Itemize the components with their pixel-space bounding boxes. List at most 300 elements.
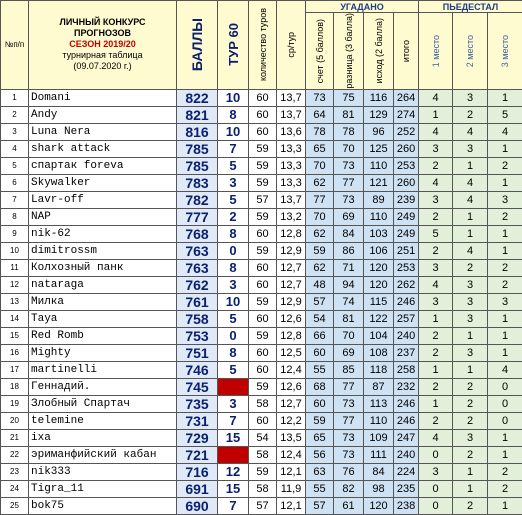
table-row [1, 242, 522, 259]
score-cell: 59 [306, 412, 334, 429]
score-cell: 77 [306, 191, 334, 208]
player-name: Mighty [29, 344, 177, 361]
place2-cell: 3 [453, 429, 488, 446]
tours-count-cell: 59 [249, 140, 277, 157]
place3-cell: 2 [488, 276, 522, 293]
row-number: 5 [1, 157, 29, 174]
diff-cell: 84 [334, 225, 364, 242]
points-cell: 690 [177, 497, 218, 514]
player-name: спартак foreva [29, 157, 177, 174]
row-number: 15 [1, 327, 29, 344]
tour-cell: 5 [218, 310, 249, 327]
total-cell: 246 [394, 412, 419, 429]
diff-cell: 74 [334, 293, 364, 310]
total-cell: 240 [394, 446, 419, 463]
place1-cell: 3 [419, 140, 453, 157]
tours-count-cell: 59 [249, 208, 277, 225]
place3-cell: 2 [488, 480, 522, 497]
tours-count-cell: 54 [249, 429, 277, 446]
points-cell: 735 [177, 395, 218, 412]
score-cell: 63 [306, 463, 334, 480]
tour-cell: 5 [218, 157, 249, 174]
place3-cell: 1 [488, 140, 522, 157]
table-row [1, 293, 522, 310]
row-number: 25 [1, 497, 29, 514]
place3-cell: 4 [488, 361, 522, 378]
diff-cell: 71 [334, 259, 364, 276]
points-header [177, 1, 218, 90]
place2-label: 2 место [465, 35, 475, 67]
outcome-cell: 129 [364, 106, 394, 123]
diff-cell: 82 [334, 480, 364, 497]
diff-cell: 73 [334, 191, 364, 208]
total-cell: 253 [394, 157, 419, 174]
avg-cell: 12,9 [277, 293, 306, 310]
total-cell: 249 [394, 225, 419, 242]
place2-cell: 3 [453, 276, 488, 293]
score-cell: 59 [306, 242, 334, 259]
place3-cell: 0 [488, 412, 522, 429]
avg-label: ср/тур [286, 32, 296, 58]
score-cell: 57 [306, 497, 334, 514]
tours-count-cell: 58 [249, 480, 277, 497]
tour-cell: 3 [218, 174, 249, 191]
tour-cell: 10 [218, 89, 249, 106]
tour-cell: 7 [218, 412, 249, 429]
row-number: 20 [1, 412, 29, 429]
points-cell: 822 [177, 89, 218, 106]
place2-cell: 3 [453, 344, 488, 361]
place2-cell: 2 [453, 412, 488, 429]
avg-cell: 12,6 [277, 378, 306, 395]
place2-cell: 4 [453, 174, 488, 191]
player-name: martinelli [29, 361, 177, 378]
tours-count-cell: 59 [249, 174, 277, 191]
points-cell: 777 [177, 208, 218, 225]
avg-cell: 13,3 [277, 157, 306, 174]
diff-cell: 94 [334, 276, 364, 293]
tour-cell: 15 [218, 429, 249, 446]
row-number: 7 [1, 191, 29, 208]
outcome-cell: 121 [364, 174, 394, 191]
avg-header [277, 1, 306, 90]
avg-cell: 12,1 [277, 463, 306, 480]
total-cell: 274 [394, 106, 419, 123]
place3-cell: 1 [488, 429, 522, 446]
points-cell: 751 [177, 344, 218, 361]
tour-header-label: ТУР 60 [226, 23, 241, 66]
player-name: ixa [29, 429, 177, 446]
outcome-cell: 111 [364, 446, 394, 463]
player-name: telemine [29, 412, 177, 429]
outcome-cell: 103 [364, 225, 394, 242]
table-row [1, 395, 522, 412]
total-cell: 252 [394, 123, 419, 140]
table-row [1, 378, 522, 395]
row-number: 3 [1, 123, 29, 140]
place3-cell: 3 [488, 293, 522, 310]
place1-cell: 2 [419, 157, 453, 174]
tours-count-cell: 60 [249, 89, 277, 106]
place3-cell: 0 [488, 378, 522, 395]
points-cell: 761 [177, 293, 218, 310]
score-cell: 78 [306, 123, 334, 140]
outcome-cell: 115 [364, 293, 394, 310]
outcome-cell: 110 [364, 157, 394, 174]
place2-cell: 4 [453, 123, 488, 140]
place3-cell: 1 [488, 310, 522, 327]
season-label: СЕЗОН 2019/20 [29, 39, 176, 50]
row-number: 18 [1, 378, 29, 395]
points-cell: 785 [177, 157, 218, 174]
table-row [1, 140, 522, 157]
row-number: 6 [1, 174, 29, 191]
outcome-cell: 108 [364, 344, 394, 361]
table-row [1, 208, 522, 225]
tour-cell: 0 [218, 327, 249, 344]
place3-cell: 1 [488, 497, 522, 514]
place1-cell: 2 [419, 327, 453, 344]
place2-cell: 3 [453, 293, 488, 310]
points-cell: 721 [177, 446, 218, 463]
tour-cell: 3 [218, 276, 249, 293]
player-name: Skywalker [29, 174, 177, 191]
place1-cell: 5 [419, 225, 453, 242]
tour-cell: 15 [218, 480, 249, 497]
table-row [1, 412, 522, 429]
avg-cell: 13,2 [277, 208, 306, 225]
diff-cell: 76 [334, 463, 364, 480]
outcome-label: исход (2 балла) [374, 18, 384, 83]
player-name: Tigra_11 [29, 480, 177, 497]
table-row [1, 344, 522, 361]
points-cell: 731 [177, 412, 218, 429]
place3-cell: 1 [488, 225, 522, 242]
player-name: Геннадий. [29, 378, 177, 395]
score-cell: 62 [306, 225, 334, 242]
place2-cell: 3 [453, 310, 488, 327]
diff-label: разница (3 балла) [344, 13, 354, 89]
total-cell: 260 [394, 140, 419, 157]
points-cell: 691 [177, 480, 218, 497]
player-name: nik333 [29, 463, 177, 480]
row-number: 8 [1, 208, 29, 225]
total-cell: 253 [394, 259, 419, 276]
tour-cell: 3 [218, 395, 249, 412]
tour-cell: 2 [218, 208, 249, 225]
tour-cell [218, 378, 249, 395]
player-name: Andy [29, 106, 177, 123]
diff-cell: 86 [334, 242, 364, 259]
avg-cell: 12,8 [277, 225, 306, 242]
place2-cell: 1 [453, 480, 488, 497]
score-cell: 60 [306, 344, 334, 361]
row-number: 16 [1, 344, 29, 361]
place1-cell: 2 [419, 412, 453, 429]
total-cell: 224 [394, 463, 419, 480]
tours-count-cell: 57 [249, 497, 277, 514]
score-cell: 68 [306, 378, 334, 395]
place3-cell: 2 [488, 259, 522, 276]
points-cell: 745 [177, 378, 218, 395]
avg-cell: 12,4 [277, 446, 306, 463]
tours-count-cell: 59 [249, 242, 277, 259]
title-line-1: ЛИЧНЫЙ КОНКУРС [29, 17, 176, 28]
total-label: итого [401, 40, 411, 62]
place3-cell: 5 [488, 106, 522, 123]
score-cell: 48 [306, 276, 334, 293]
player-name: dimitrossm [29, 242, 177, 259]
score-cell: 65 [306, 140, 334, 157]
table-row [1, 191, 522, 208]
place2-cell: 4 [453, 191, 488, 208]
points-cell: 758 [177, 310, 218, 327]
place1-cell: 2 [419, 208, 453, 225]
score-cell: 66 [306, 327, 334, 344]
tour-cell: 0 [218, 242, 249, 259]
tours-count-cell: 59 [249, 463, 277, 480]
num-header: №п/п [1, 1, 29, 90]
place2-cell: 2 [453, 446, 488, 463]
avg-cell: 13,7 [277, 191, 306, 208]
place2-cell: 2 [453, 106, 488, 123]
avg-cell: 12,7 [277, 395, 306, 412]
tours-count-label: количество туров [258, 8, 268, 81]
place1-cell: 4 [419, 429, 453, 446]
place2-cell: 1 [453, 327, 488, 344]
row-number: 17 [1, 361, 29, 378]
points-cell: 762 [177, 276, 218, 293]
score-cell: 64 [306, 106, 334, 123]
place1-cell: 4 [419, 276, 453, 293]
place1-cell: 0 [419, 497, 453, 514]
place3-cell: 2 [488, 208, 522, 225]
outcome-cell: 116 [364, 89, 394, 106]
tour-cell [218, 446, 249, 463]
outcome-cell: 110 [364, 412, 394, 429]
table-title [29, 1, 177, 90]
avg-cell: 12,5 [277, 344, 306, 361]
tour-cell: 12 [218, 463, 249, 480]
subtitle-1: турнирная таблица [29, 50, 176, 61]
total-cell: 257 [394, 310, 419, 327]
score-label: счет (5 баллов) [315, 19, 325, 83]
tours-count-cell: 58 [249, 446, 277, 463]
place3-label: 3 место [500, 35, 510, 67]
tours-count-cell: 60 [249, 344, 277, 361]
score-cell: 70 [306, 157, 334, 174]
place2-cell: 1 [453, 208, 488, 225]
tours-count-cell: 59 [249, 293, 277, 310]
avg-cell: 12,1 [277, 497, 306, 514]
tours-count-cell: 58 [249, 395, 277, 412]
diff-cell: 75 [334, 89, 364, 106]
table-row [1, 497, 522, 514]
outcome-cell: 122 [364, 310, 394, 327]
place2-cell: 1 [453, 361, 488, 378]
avg-cell: 13,3 [277, 140, 306, 157]
outcome-header [364, 13, 394, 90]
table-row [1, 106, 522, 123]
outcome-cell: 84 [364, 463, 394, 480]
points-cell: 729 [177, 429, 218, 446]
tour-cell: 10 [218, 293, 249, 310]
tours-count-cell: 60 [249, 225, 277, 242]
avg-cell: 13,7 [277, 89, 306, 106]
place2-cell: 1 [453, 463, 488, 480]
diff-cell: 77 [334, 378, 364, 395]
outcome-cell: 110 [364, 208, 394, 225]
score-cell: 56 [306, 446, 334, 463]
place1-label: 1 место [431, 35, 441, 67]
place1-cell: 1 [419, 106, 453, 123]
place2-cell: 3 [453, 89, 488, 106]
place1-header [419, 13, 453, 90]
score-cell: 65 [306, 429, 334, 446]
diff-cell: 61 [334, 497, 364, 514]
points-cell: 746 [177, 361, 218, 378]
row-number: 22 [1, 446, 29, 463]
diff-cell: 73 [334, 395, 364, 412]
place2-cell: 2 [453, 259, 488, 276]
tours-count-cell: 57 [249, 191, 277, 208]
player-name: shark attack [29, 140, 177, 157]
total-cell: 246 [394, 293, 419, 310]
table-row [1, 89, 522, 106]
place3-cell: 1 [488, 89, 522, 106]
table-row [1, 310, 522, 327]
avg-cell: 13,7 [277, 106, 306, 123]
player-name: nataraga [29, 276, 177, 293]
row-number: 13 [1, 293, 29, 310]
player-name: Lavr-off [29, 191, 177, 208]
points-cell: 816 [177, 123, 218, 140]
place2-cell: 3 [453, 140, 488, 157]
outcome-cell: 87 [364, 378, 394, 395]
total-header [394, 13, 419, 90]
diff-cell: 77 [334, 412, 364, 429]
place1-cell: 3 [419, 463, 453, 480]
tour-cell: 7 [218, 497, 249, 514]
tours-count-cell: 60 [249, 106, 277, 123]
player-name: nik-62 [29, 225, 177, 242]
diff-cell: 73 [334, 157, 364, 174]
total-cell: 235 [394, 480, 419, 497]
tour-cell: 8 [218, 259, 249, 276]
diff-cell: 69 [334, 344, 364, 361]
tour-cell: 8 [218, 106, 249, 123]
place1-cell: 2 [419, 344, 453, 361]
avg-cell: 12,8 [277, 327, 306, 344]
outcome-cell: 98 [364, 480, 394, 497]
outcome-cell: 120 [364, 497, 394, 514]
tours-count-cell: 59 [249, 157, 277, 174]
place1-cell: 0 [419, 480, 453, 497]
place3-cell: 3 [488, 191, 522, 208]
place3-cell: 0 [488, 395, 522, 412]
tours-count-cell: 59 [249, 327, 277, 344]
tours-count-cell: 59 [249, 378, 277, 395]
outcome-cell: 106 [364, 242, 394, 259]
diff-cell: 73 [334, 446, 364, 463]
outcome-cell: 120 [364, 259, 394, 276]
total-cell: 239 [394, 191, 419, 208]
row-number: 12 [1, 276, 29, 293]
diff-cell: 70 [334, 327, 364, 344]
player-name: Red Romb [29, 327, 177, 344]
row-number: 14 [1, 310, 29, 327]
row-number: 11 [1, 259, 29, 276]
score-cell: 73 [306, 89, 334, 106]
row-number: 4 [1, 140, 29, 157]
player-name: Taya [29, 310, 177, 327]
total-cell: 249 [394, 208, 419, 225]
player-name: Domani [29, 89, 177, 106]
diff-cell: 78 [334, 123, 364, 140]
total-cell: 251 [394, 242, 419, 259]
place3-cell: 1 [488, 446, 522, 463]
total-cell: 232 [394, 378, 419, 395]
total-cell: 262 [394, 276, 419, 293]
score-cell: 57 [306, 293, 334, 310]
place2-cell: 2 [453, 378, 488, 395]
score-cell: 55 [306, 480, 334, 497]
place2-cell: 1 [453, 157, 488, 174]
points-cell: 783 [177, 174, 218, 191]
podium-header: ПЬЕДЕСТАЛ [419, 1, 522, 13]
avg-cell: 12,2 [277, 412, 306, 429]
points-cell: 716 [177, 463, 218, 480]
place3-cell: 4 [488, 123, 522, 140]
avg-cell: 12,9 [277, 242, 306, 259]
table-row [1, 157, 522, 174]
tour-cell: 8 [218, 225, 249, 242]
total-cell: 258 [394, 361, 419, 378]
row-number: 1 [1, 89, 29, 106]
tour-cell: 7 [218, 140, 249, 157]
place1-cell: 4 [419, 174, 453, 191]
place2-cell: 2 [453, 497, 488, 514]
place2-header [453, 13, 488, 90]
tours-count-cell: 60 [249, 259, 277, 276]
place1-cell: 3 [419, 191, 453, 208]
subtitle-2: (09.07.2020 г.) [29, 61, 176, 72]
tour-cell: 8 [218, 344, 249, 361]
outcome-cell: 109 [364, 429, 394, 446]
table-row [1, 276, 522, 293]
score-header [306, 13, 334, 90]
outcome-cell: 118 [364, 361, 394, 378]
points-cell: 785 [177, 140, 218, 157]
row-number: 24 [1, 480, 29, 497]
place3-header [488, 13, 522, 90]
place2-cell: 1 [453, 225, 488, 242]
player-name: Luna Nera [29, 123, 177, 140]
tours-count-cell: 60 [249, 123, 277, 140]
tours-count-cell: 60 [249, 276, 277, 293]
tour-cell: 5 [218, 191, 249, 208]
player-name: bok75 [29, 497, 177, 514]
score-cell: 55 [306, 361, 334, 378]
tours-count-header [249, 1, 277, 90]
table-row [1, 174, 522, 191]
diff-cell: 85 [334, 361, 364, 378]
diff-cell: 70 [334, 140, 364, 157]
place1-cell: 2 [419, 378, 453, 395]
player-name: Колхозный панк [29, 259, 177, 276]
place3-cell: 1 [488, 174, 522, 191]
avg-cell: 13,3 [277, 174, 306, 191]
